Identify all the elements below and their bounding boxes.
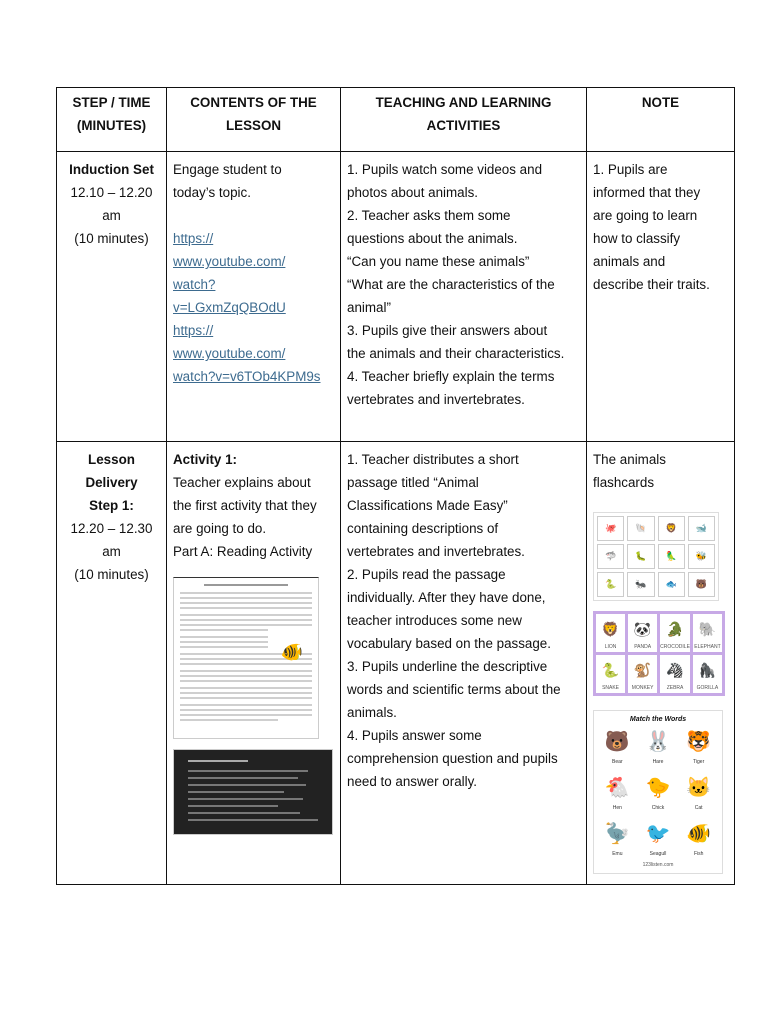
text-line: flashcards xyxy=(593,475,655,490)
text-line: words and scientific terms about the xyxy=(347,682,561,697)
induction-set-row xyxy=(57,152,735,442)
text-line: 1. Pupils watch some videos and xyxy=(347,162,543,177)
text-line: 🐔 xyxy=(604,777,630,799)
text-line: 12.10 – 12.20 xyxy=(70,185,153,200)
step-title: Induction Set xyxy=(69,162,154,177)
induction-contents-cell xyxy=(167,152,341,442)
elephant-card xyxy=(693,614,722,652)
text-line: vertebrates and invertebrates. xyxy=(347,544,525,559)
text-line: questions about the animals. xyxy=(347,231,518,246)
emu-item xyxy=(598,817,637,861)
text-line: ACTIVITIES xyxy=(426,118,501,133)
text-line: (10 minutes) xyxy=(74,231,149,246)
text-line: are going to learn xyxy=(593,208,698,223)
snake-icon: 🐍 xyxy=(597,572,624,597)
text-line: LION xyxy=(604,644,617,650)
text-line: 12.20 – 12.30 xyxy=(70,521,153,536)
text-line: Seagull xyxy=(649,851,667,857)
fish-item xyxy=(679,817,718,861)
text-line: comprehension question and pupils xyxy=(347,751,558,766)
text-line: photos about animals. xyxy=(347,185,479,200)
text-line: 🦓 xyxy=(666,662,684,678)
text-line: 1. Teacher distributes a short xyxy=(347,452,519,467)
text-line: animals and xyxy=(593,254,666,269)
text-line: Hen xyxy=(612,805,622,811)
header-note xyxy=(587,88,735,152)
text-line: ZEBRA xyxy=(666,685,684,691)
text-line: 🐱 xyxy=(686,777,712,799)
text-line: 🐒 xyxy=(633,662,652,678)
text-line: CROCODILE xyxy=(660,644,690,650)
text-line: https:// xyxy=(173,231,214,246)
youtube-link-1[interactable] xyxy=(173,227,334,319)
text-line: www.youtube.com/ xyxy=(173,254,286,269)
text-line: teacher introduces some new xyxy=(347,613,522,628)
text-line: today’s topic. xyxy=(173,185,251,200)
bee-icon: 🐝 xyxy=(688,544,715,569)
lion-icon: 🦁 xyxy=(658,516,685,541)
caterpillar-icon: 🐛 xyxy=(627,544,654,569)
text-line: Step 1: xyxy=(89,498,134,513)
text-line: (10 minutes) xyxy=(74,567,149,582)
text-line: NOTE xyxy=(641,95,680,110)
text-line: 2. Pupils read the passage xyxy=(347,567,506,582)
text-line: 🦍 xyxy=(698,662,717,678)
octopus-icon: 🐙 xyxy=(597,516,624,541)
text-line: Part A: Reading Activity xyxy=(173,544,313,559)
shell-icon: 🐚 xyxy=(627,516,654,541)
text-line: individually. After they have done, xyxy=(347,590,546,605)
text-line: 🐍 xyxy=(601,662,620,678)
text-line: LESSON xyxy=(225,118,282,133)
text-line: (MINUTES) xyxy=(76,118,147,133)
text-line: 2. Teacher asks them some xyxy=(347,208,511,223)
text-line: 🐘 xyxy=(698,621,717,637)
text-line: passage titled “Animal xyxy=(347,475,479,490)
text-line: TEACHING AND LEARNING xyxy=(375,95,552,110)
hare-item xyxy=(639,725,678,769)
text-line: 1. Pupils are xyxy=(593,162,668,177)
text-line: need to answer orally. xyxy=(347,774,478,789)
text-line: SNAKE xyxy=(602,685,620,691)
text-line: Bear xyxy=(612,759,623,765)
text-line: animals. xyxy=(347,705,397,720)
text-line: https:// xyxy=(173,323,214,338)
text-line: watch? xyxy=(173,277,216,292)
seagull-item xyxy=(639,817,678,861)
gorilla-card xyxy=(693,655,722,693)
text-line: animal” xyxy=(347,300,391,315)
flashcard-grid-image xyxy=(593,512,719,601)
induction-step-cell xyxy=(57,152,167,442)
ant-icon: 🐜 xyxy=(627,572,654,597)
panda-card xyxy=(628,614,657,652)
youtube-link-2[interactable] xyxy=(173,319,334,388)
match-footer: 123listen.com xyxy=(642,862,674,868)
header-contents xyxy=(167,88,341,152)
text-line: 🦁 xyxy=(601,621,620,637)
fish-icon: 🐟 xyxy=(658,572,685,597)
text-line: 4. Pupils answer some xyxy=(347,728,482,743)
header-step-time xyxy=(57,88,167,152)
text-line: informed that they xyxy=(593,185,701,200)
comprehension-questions-thumbnail xyxy=(173,749,333,835)
text-line: Delivery xyxy=(85,475,138,490)
text-line: 🐻 xyxy=(604,731,630,753)
crocodile-card xyxy=(660,614,690,652)
text-line: watch?v=v6TOb4KPM9s xyxy=(173,369,321,384)
text-line: the animals and their characteristics. xyxy=(347,346,565,361)
parrot-icon: 🦜 xyxy=(658,544,685,569)
lesson-plan-table xyxy=(56,87,735,885)
activity-title: Activity 1: xyxy=(173,452,237,467)
text-line: Hare xyxy=(652,759,664,765)
text-line: www.youtube.com/ xyxy=(173,346,286,361)
text-line: containing descriptions of xyxy=(347,521,499,536)
text-line: Cat xyxy=(694,805,703,811)
delivery-activities-cell xyxy=(341,442,587,885)
text-line: 🐤 xyxy=(645,777,671,799)
text-line: am xyxy=(102,208,121,223)
text-line: 🐊 xyxy=(666,621,684,637)
text-line: STEP / TIME xyxy=(72,95,151,110)
text-line: ELEPHANT xyxy=(694,644,721,650)
shark-icon: 🦈 xyxy=(597,544,624,569)
hen-item xyxy=(598,771,637,815)
zebra-card xyxy=(660,655,690,693)
text-line: v=LGxmZqQBOdU xyxy=(173,300,286,315)
text-line: 🦤 xyxy=(604,823,630,845)
text-line: CONTENTS OF THE xyxy=(190,95,317,110)
text-line: the first activity that they xyxy=(173,498,317,513)
lesson-delivery-row xyxy=(57,442,735,885)
match-the-words-image xyxy=(593,710,723,874)
text-line: are going to do. xyxy=(173,521,267,536)
text-line: PANDA xyxy=(634,644,652,650)
text-line: describe their traits. xyxy=(593,277,710,292)
text-line: The animals xyxy=(593,452,666,467)
text-line: 4. Teacher briefly explain the terms xyxy=(347,369,555,384)
header-row xyxy=(57,88,735,152)
reading-passage-thumbnail xyxy=(173,577,319,739)
text-line: 🐠 xyxy=(686,823,712,845)
text-line: Tiger xyxy=(693,759,705,765)
bear-item xyxy=(598,725,637,769)
text-line: 3. Pupils give their answers about xyxy=(347,323,548,338)
text-line: MONKEY xyxy=(631,685,654,691)
tiger-item xyxy=(679,725,718,769)
text-line: 🐰 xyxy=(645,731,671,753)
animal-illustration-icon: 🐠 xyxy=(280,642,304,662)
delivery-note-cell xyxy=(587,442,735,885)
match-title: Match the Words xyxy=(629,716,687,723)
text-line: Emu xyxy=(612,851,623,857)
text-line: 3. Pupils underline the descriptive xyxy=(347,659,548,674)
text-line: Engage student to xyxy=(173,162,282,177)
text-line: how to classify xyxy=(593,231,681,246)
chick-item xyxy=(639,771,678,815)
text-line: GORILLA xyxy=(696,685,719,691)
monkey-card xyxy=(628,655,657,693)
header-activities xyxy=(341,88,587,152)
induction-activities-cell xyxy=(341,152,587,442)
text-line: Chick xyxy=(651,805,665,811)
text-line: am xyxy=(102,544,121,559)
delivery-contents-cell xyxy=(167,442,341,885)
text-line: “Can you name these animals” xyxy=(347,254,530,269)
whale-icon: 🐋 xyxy=(688,516,715,541)
text-line: 🐼 xyxy=(633,621,652,637)
text-line: vertebrates and invertebrates. xyxy=(347,392,525,407)
lion-card xyxy=(596,614,625,652)
bear-icon: 🐻 xyxy=(688,572,715,597)
text-line: Teacher explains about xyxy=(173,475,311,490)
text-line: Fish xyxy=(693,851,704,857)
text-line: Classifications Made Easy” xyxy=(347,498,508,513)
text-line: vocabulary based on the passage. xyxy=(347,636,551,651)
text-line: 🐯 xyxy=(686,731,712,753)
induction-note-cell xyxy=(587,152,735,442)
text-line: 🐦 xyxy=(645,823,671,845)
purple-flashcards-image xyxy=(593,611,725,696)
cat-item xyxy=(679,771,718,815)
text-line: Lesson xyxy=(88,452,135,467)
snake-card xyxy=(596,655,625,693)
delivery-step-cell xyxy=(57,442,167,885)
text-line: “What are the characteristics of the xyxy=(347,277,555,292)
